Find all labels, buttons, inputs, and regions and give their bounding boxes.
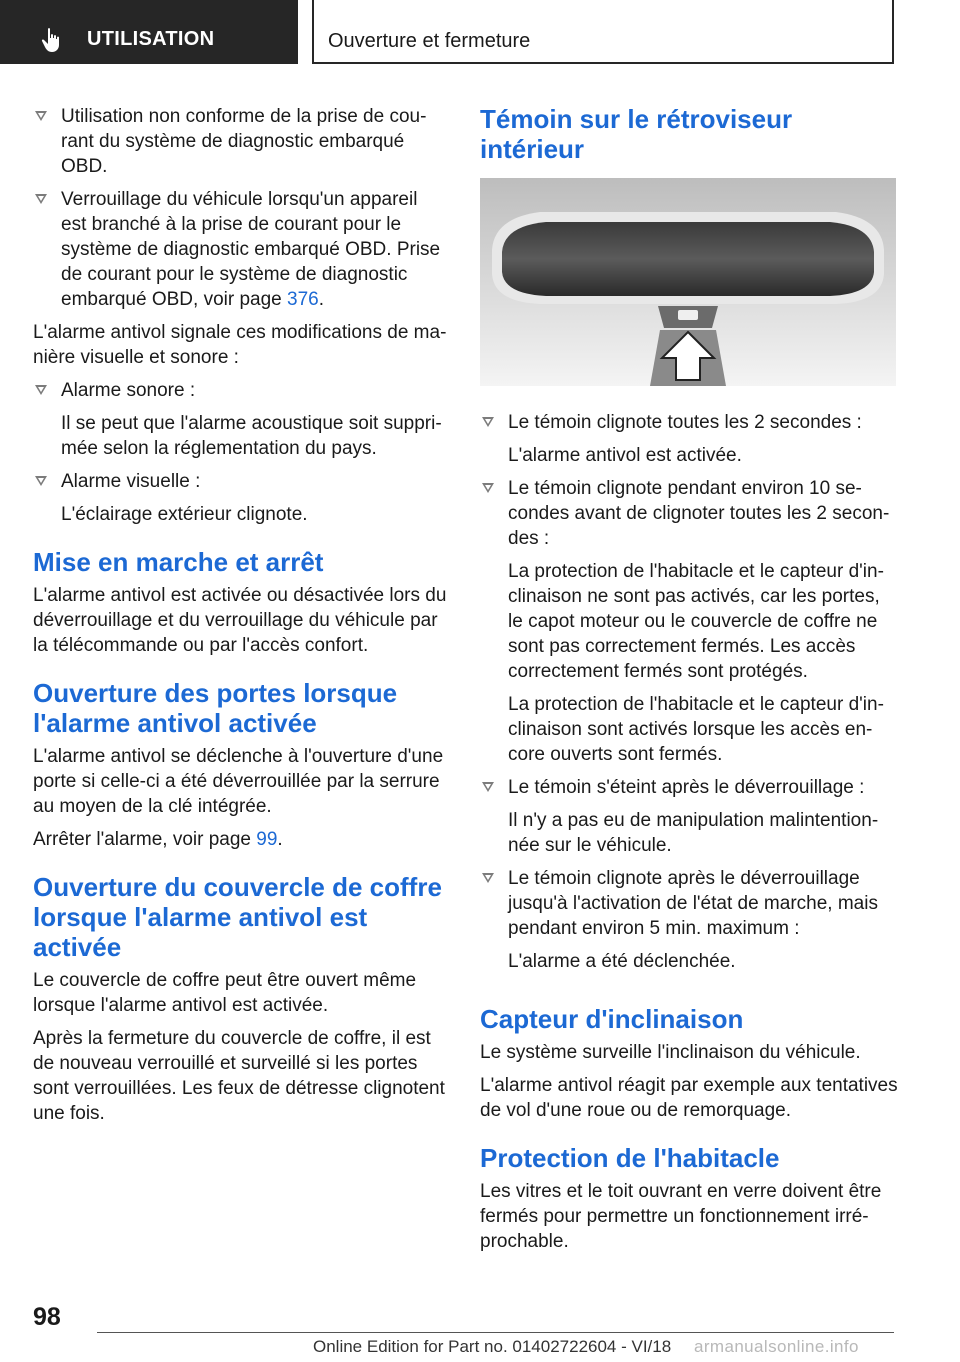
list-item-detail: La protection de l'habitacle et le capteur d'inclinaison ne sont pas activés, car les portes, le capot moteur ou le couvercle de coffre ne sont pas correctement fermés. Les accès correctement fermés sont protégés. [508, 561, 884, 682]
footer-divider [97, 1332, 894, 1333]
paragraph: L'alarme antivol est activée ou désactivée lors du déverrouillage et du verrouillage du véhicule par la télécommande ou par l'accès confort. [33, 585, 447, 656]
list-item [480, 476, 898, 767]
list-item [33, 378, 448, 461]
heading-ouverture-coffre: Ouverture du couvercle de coffre lorsque l'alarme antivol est activée [33, 872, 442, 962]
paragraph: L'alarme antivol se déclenche à l'ouverture d'une porte si celle-ci a été déverrouillée par la serrure au moyen de la clé intégrée. [33, 746, 444, 817]
paragraph: Le système surveille l'inclinaison du véhicule. [480, 1042, 861, 1063]
heading-temoin: Témoin sur le rétroviseur intérieur [480, 104, 793, 164]
triangle-bullet-icon [35, 111, 47, 121]
list-item-title: Le témoin clignote toutes les 2 secondes : [508, 412, 862, 433]
list-item-detail: Il se peut que l'alarme acoustique soit supprimée selon la réglementation du pays. [61, 413, 442, 459]
list-item-detail: L'alarme a été déclenchée. [508, 951, 736, 972]
heading-capteur: Capteur d'inclinaison [480, 1004, 744, 1034]
list-item [33, 104, 448, 179]
paragraph: L'alarme antivol réagit par exemple aux tentatives de vol d'une roue ou de remorquage. [480, 1075, 898, 1121]
right-column [480, 104, 898, 1262]
list-item-text-body: Verrouillage du véhicule lorsqu'un appareil est branché à la prise de courant pour le système de diagnostic embarqué OBD. Prise de courant pour le système de diagnostic embarqué OBD, voir page [61, 189, 441, 310]
hand-pointer-icon [40, 27, 64, 53]
section-title-box [312, 0, 894, 64]
edition-text: Online Edition for Part no. 01402722604 - VI/18 [313, 1337, 672, 1356]
paragraph: Les vitres et le toit ouvrant en verre doivent être fermés pour permettre un fonctionnement irréprochable. [480, 1181, 882, 1252]
page-link-376[interactable]: 376 [287, 289, 319, 310]
triangle-bullet-icon [35, 194, 47, 204]
list-item-title: Le témoin s'éteint après le déverrouillage : [508, 777, 865, 798]
section-tab-label: UTILISATION [87, 28, 215, 50]
list-item [480, 775, 898, 858]
heading-mise-en-marche: Mise en marche et arrêt [33, 547, 324, 577]
list-item-title: Le témoin clignote après le déverrouillage jusqu'à l'activation de l'état de marche, mais pendant environ 5 min. maximum : [508, 868, 878, 939]
list-item-title: Alarme visuelle : [61, 471, 201, 492]
watermark: armanualsonline.info [694, 1337, 859, 1356]
paragraph: Après la fermeture du couvercle de coffre, il est de nouveau verrouillé et surveillé si les portes sont verrouillées. Les feux de détresse clignotent une fois. [33, 1028, 445, 1124]
page-number: 98 [33, 1303, 61, 1331]
list-item-detail: Il n'y a pas eu de manipulation malintentionnée sur le véhicule. [508, 810, 879, 856]
triangle-bullet-icon [482, 417, 494, 427]
alarm-signal-text: L'alarme antivol signale ces modifications de manière visuelle et sonore : [33, 322, 447, 368]
triangle-bullet-icon [482, 782, 494, 792]
list-item [33, 187, 448, 312]
page-link-99[interactable]: 99 [256, 829, 278, 850]
list-item-detail: La protection de l'habitacle et le capteur d'inclinaison sont activés lorsque les accès encore ouverts sont fermés. [508, 694, 884, 765]
triangle-bullet-icon [482, 483, 494, 493]
triangle-bullet-icon [482, 873, 494, 883]
period: . [318, 289, 324, 310]
heading-ouverture-portes: Ouverture des portes lorsque l'alarme antivol activée [33, 678, 398, 738]
triangle-bullet-icon [35, 385, 47, 395]
rearview-mirror-illustration [480, 178, 896, 386]
list-item [33, 469, 448, 527]
list-item [480, 866, 898, 974]
list-item-detail: L'alarme antivol est activée. [508, 445, 742, 466]
list-item-detail: L'éclairage extérieur clignote. [61, 504, 308, 525]
heading-protection: Protection de l'habitacle [480, 1143, 780, 1173]
list-item [480, 410, 898, 468]
paragraph: Le couvercle de coffre peut être ouvert même lorsque l'alarme antivol est activée. [33, 970, 417, 1016]
paragraph [33, 827, 448, 852]
list-item-title: Alarme sonore : [61, 380, 196, 401]
period: . [277, 829, 283, 850]
triangle-bullet-icon [35, 476, 47, 486]
left-column [33, 104, 448, 1134]
section-title: Ouverture et fermeture [328, 30, 531, 52]
section-tab [0, 0, 298, 64]
list-item-text: Utilisation non conforme de la prise de courant du système de diagnostic embarqué OBD. [61, 106, 427, 177]
list-item-title: Le témoin clignote pendant environ 10 secondes avant de clignoter toutes les 2 secondes : [508, 478, 890, 549]
list-item-text [61, 187, 448, 312]
paragraph-body: Arrêter l'alarme, voir page [33, 829, 257, 850]
